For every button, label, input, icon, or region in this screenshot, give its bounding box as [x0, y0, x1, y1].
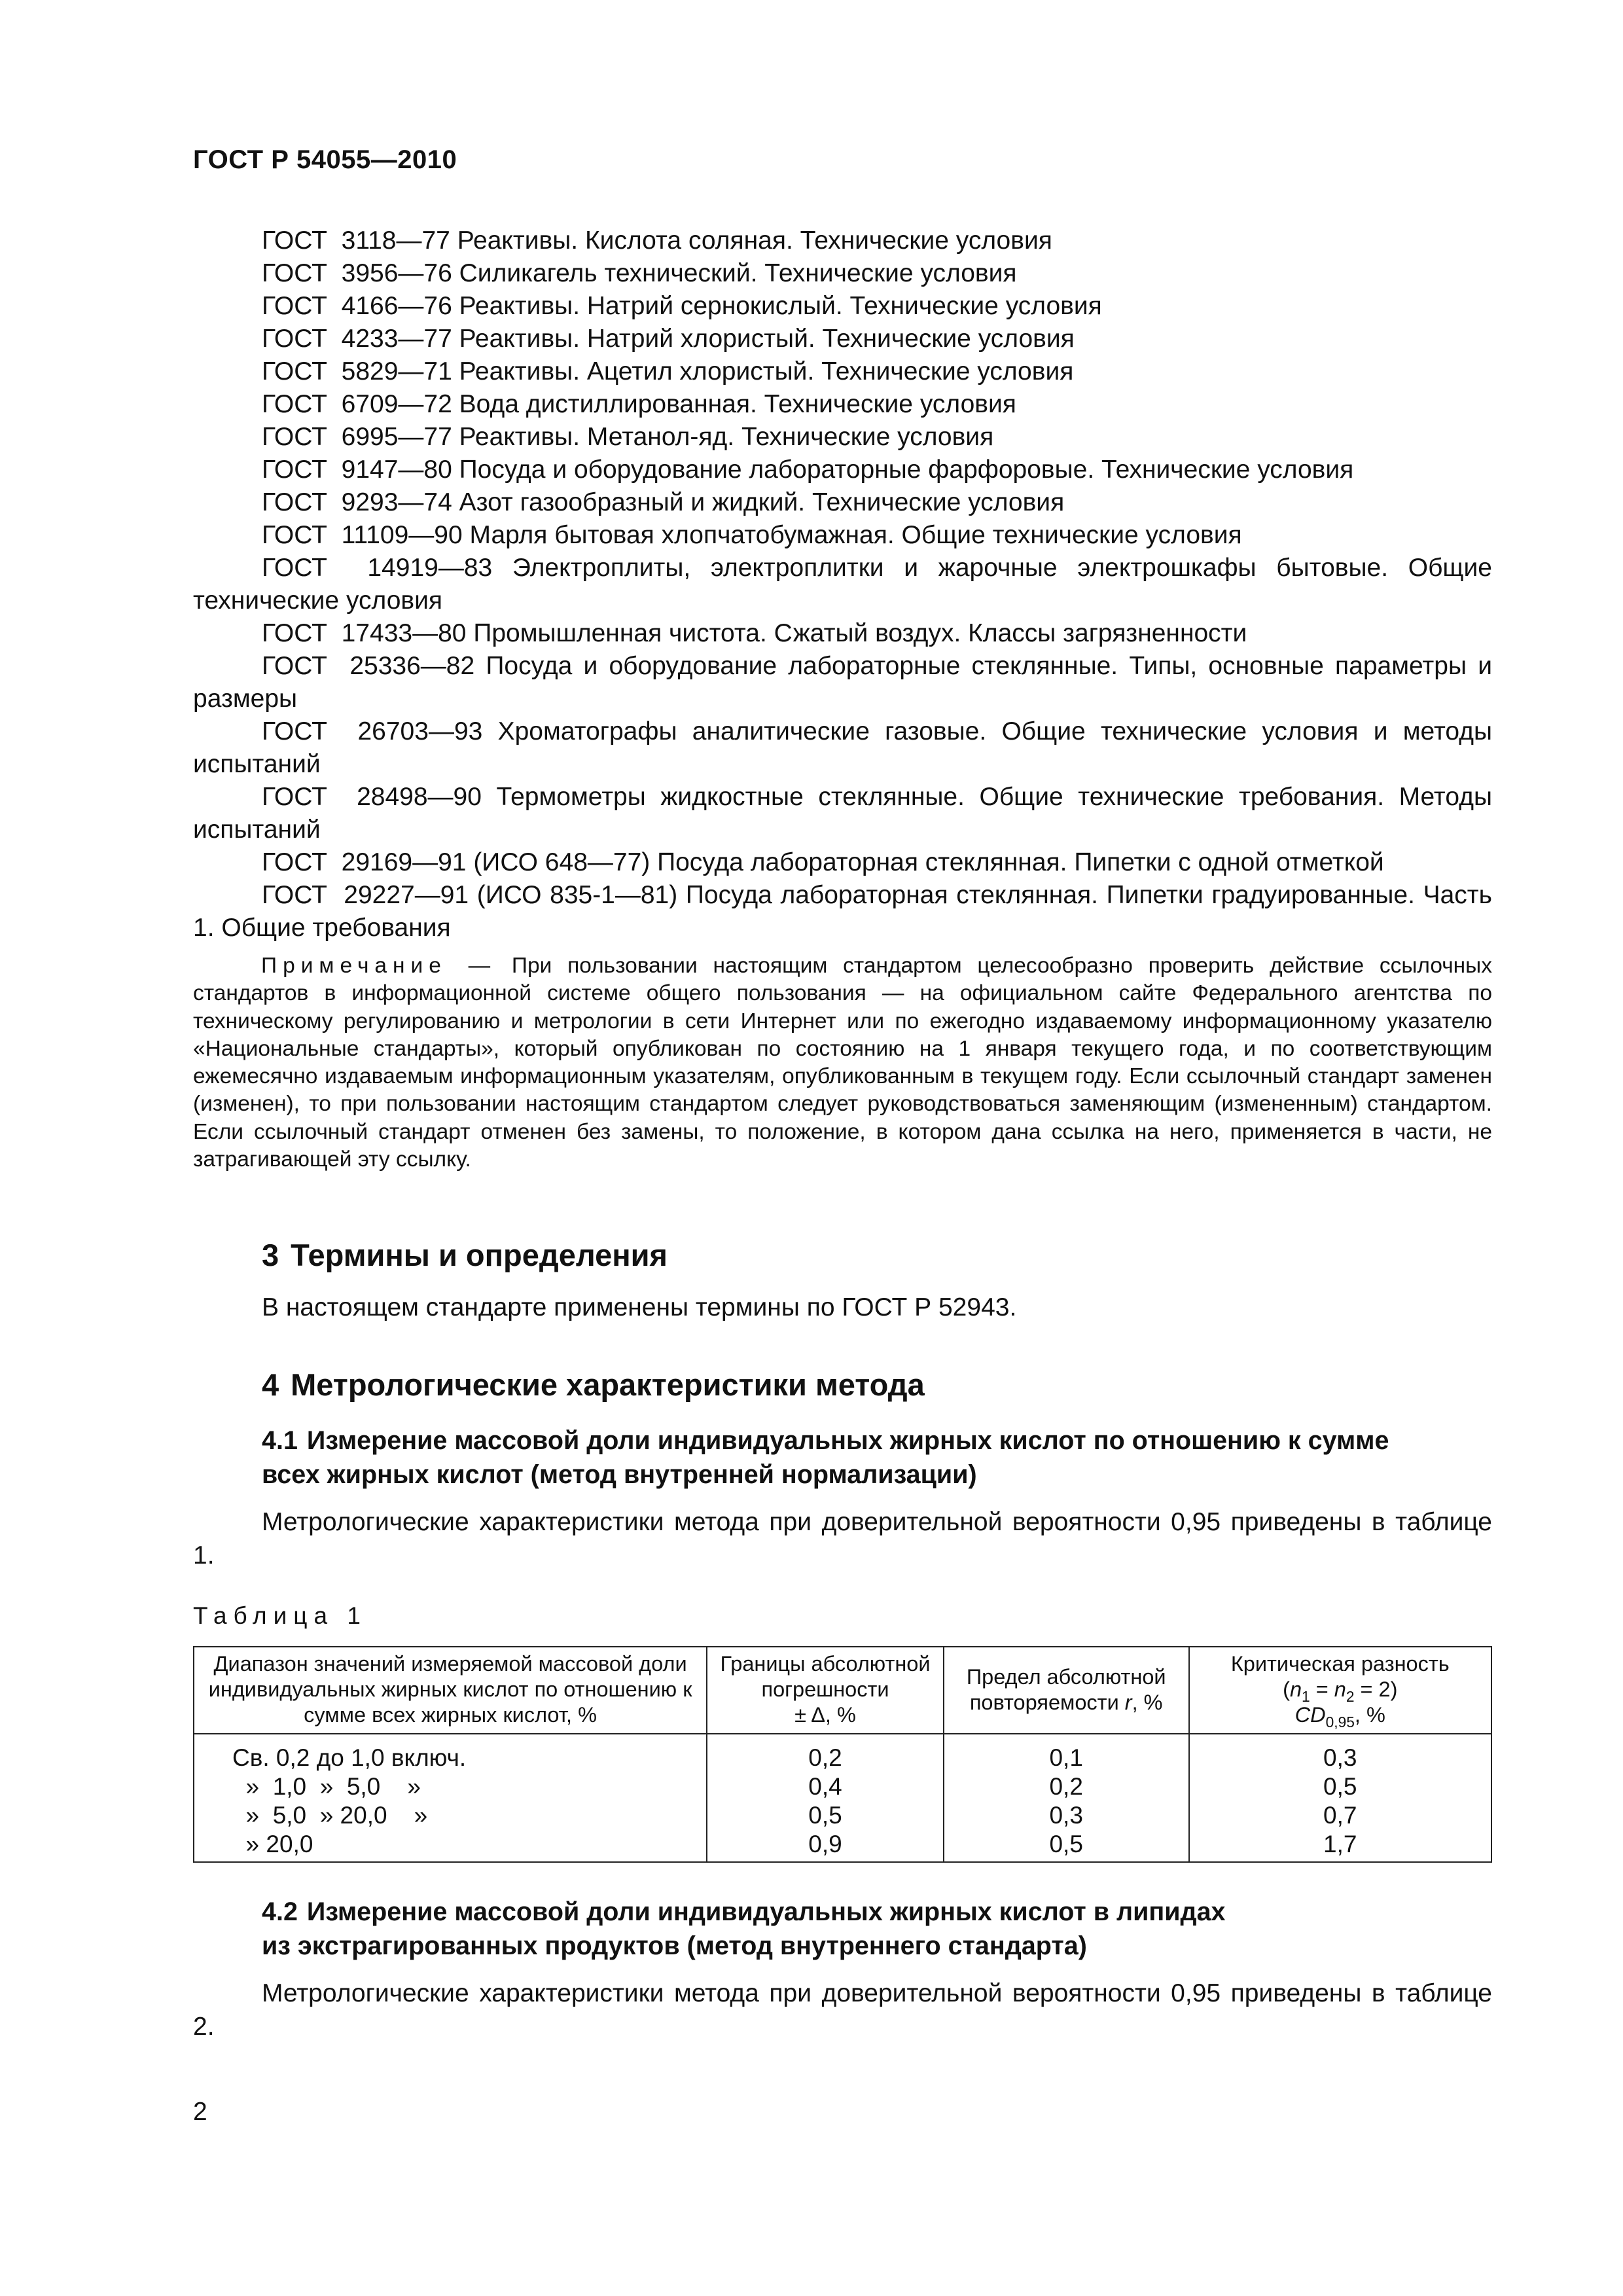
reference-item: ГОСТ 4233—77 Реактивы. Натрий хлористый. Технические условия — [262, 325, 1075, 353]
range-cell: Св. 0,2 до 1,0 включ. » 1,0 » 5,0 » » 5,0 » 20,0 » » 20,0 — [194, 1744, 707, 1862]
reference-item: ГОСТ 9147—80 Посуда и оборудование лабораторные фарфоровые. Технические условия — [262, 456, 1354, 484]
note-paragraph — [193, 952, 1492, 1174]
reference-item: ГОСТ 29227—91 (ИСО 835-1—81) Посуда лабораторная стеклянная. Пипетки градуированные. Часть 1. Общие требования — [193, 881, 1492, 942]
header-repeatability: Предел абсолютной повторяемости r, % — [944, 1647, 1189, 1734]
section-3-heading: 3 Термины и определения — [262, 1238, 668, 1272]
reference-item: ГОСТ 17433—80 Промышленная чистота. Сжатый воздух. Классы загрязненности — [262, 619, 1247, 647]
reference-item: ГОСТ 29169—91 (ИСО 648—77) Посуда лабораторная стеклянная. Пипетки с одной отметкой — [262, 848, 1384, 876]
delta-cell: 0,2 0,4 0,5 0,9 — [707, 1744, 944, 1862]
table-body-row — [194, 1744, 1491, 1862]
critical-difference-cell: 0,3 0,5 0,7 1,7 — [1189, 1744, 1491, 1862]
reference-item: ГОСТ 9293—74 Азот газообразный и жидкий. Технические условия — [262, 488, 1065, 516]
reference-item: ГОСТ 26703—93 Хроматографы аналитические газовые. Общие технические условия и методы испытаний — [193, 717, 1493, 778]
reference-item: ГОСТ 28498—90 Термометры жидкостные стеклянные. Общие технические требования. Методы испытаний — [193, 783, 1492, 844]
normative-references-list — [193, 224, 1492, 944]
note-text: При пользовании настоящим стандартом целесообразно проверить действие ссылочных стандартов в информационной системе общего пользования — на официальном сайте Федерального агентства по техническому регулированию и метрологии в сети Интернет или по ежегодно издаваемому информационному указателю «Национальные стандарты», который опубликован по состоянию на 1 января текущего года, и по соответствующим ежемесячно издаваемым информационным указателям, опубликованным в текущем году. Если ссылочный стандарт заменен (изменен), то при пользовании настоящим стандартом следует руководствоваться заменяющим (измененным) стандартом. Если ссылочный стандарт отменен без замены, то положение, в котором дана ссылка на него, применяется в части, не затрагивающей эту ссылку. — [193, 954, 1492, 1172]
reference-item: ГОСТ 3118—77 Реактивы. Кислота соляная. Технические условия — [262, 226, 1052, 255]
section-4-heading: 4 Метрологические характеристики метода — [262, 1367, 925, 1402]
header-range: Диапазон значений измеряемой массовой доли индивидуальных жирных кислот по отношению к сумме всех жирных кислот, % — [194, 1647, 707, 1734]
reference-item: ГОСТ 4166—76 Реактивы. Натрий сернокислый. Технические условия — [262, 292, 1102, 320]
section-3-text: В настоящем стандарте применены термины по ГОСТ Р 52943. — [262, 1293, 1017, 1321]
reference-item: ГОСТ 5829—71 Реактивы. Ацетил хлористый. Технические условия — [262, 357, 1074, 386]
reference-item: ГОСТ 25336—82 Посуда и оборудование лабораторные стеклянные. Типы, основные параметры и размеры — [193, 652, 1492, 713]
subsection-4-1-heading: 4.1 Измерение массовой доли индивидуальных жирных кислот по отношению к сумме всех жирных кислот (метод внутренней нормализации) — [262, 1426, 1389, 1489]
reference-item: ГОСТ 14919—83 Электроплиты, электроплитки и жарочные электрошкафы бытовые. Общие технические условия — [193, 554, 1492, 615]
table-1 — [193, 1646, 1492, 1863]
subsection-4-2-heading: 4.2 Измерение массовой доли индивидуальных жирных кислот в липидах из экстрагированных продуктов (метод внутреннего стандарта) — [262, 1897, 1226, 1960]
note-label: Примечание — — [261, 954, 497, 978]
table-header-row — [194, 1647, 1491, 1734]
reference-item: ГОСТ 3956—76 Силикагель технический. Технические условия — [262, 259, 1017, 287]
subsection-4-2-text: Метрологические характеристики метода при доверительной вероятности 0,95 приведены в таблице 2. — [193, 1979, 1492, 2041]
reference-item: ГОСТ 6995—77 Реактивы. Метанол-яд. Технические условия — [262, 423, 994, 451]
header-delta: Границы абсолютной погрешности ± Δ, % — [707, 1647, 944, 1734]
reference-item: ГОСТ 6709—72 Вода дистиллированная. Технические условия — [262, 390, 1016, 418]
header-critical-difference: Критическая разность $(n_1 = n_2 = 2)$ $CD_{0,95}$, % — [1189, 1647, 1491, 1734]
repeatability-cell: 0,1 0,2 0,3 0,5 — [944, 1744, 1189, 1862]
page-number: 2 — [193, 2098, 207, 2126]
table-1-caption: Таблица 1 — [193, 1602, 367, 1629]
subsection-4-1-text: Метрологические характеристики метода при доверительной вероятности 0,95 приведены в таблице 1. — [193, 1508, 1492, 1570]
reference-item: ГОСТ 11109—90 Марля бытовая хлопчатобумажная. Общие технические условия — [262, 521, 1242, 549]
document-header: ГОСТ Р 54055—2010 — [193, 145, 457, 174]
